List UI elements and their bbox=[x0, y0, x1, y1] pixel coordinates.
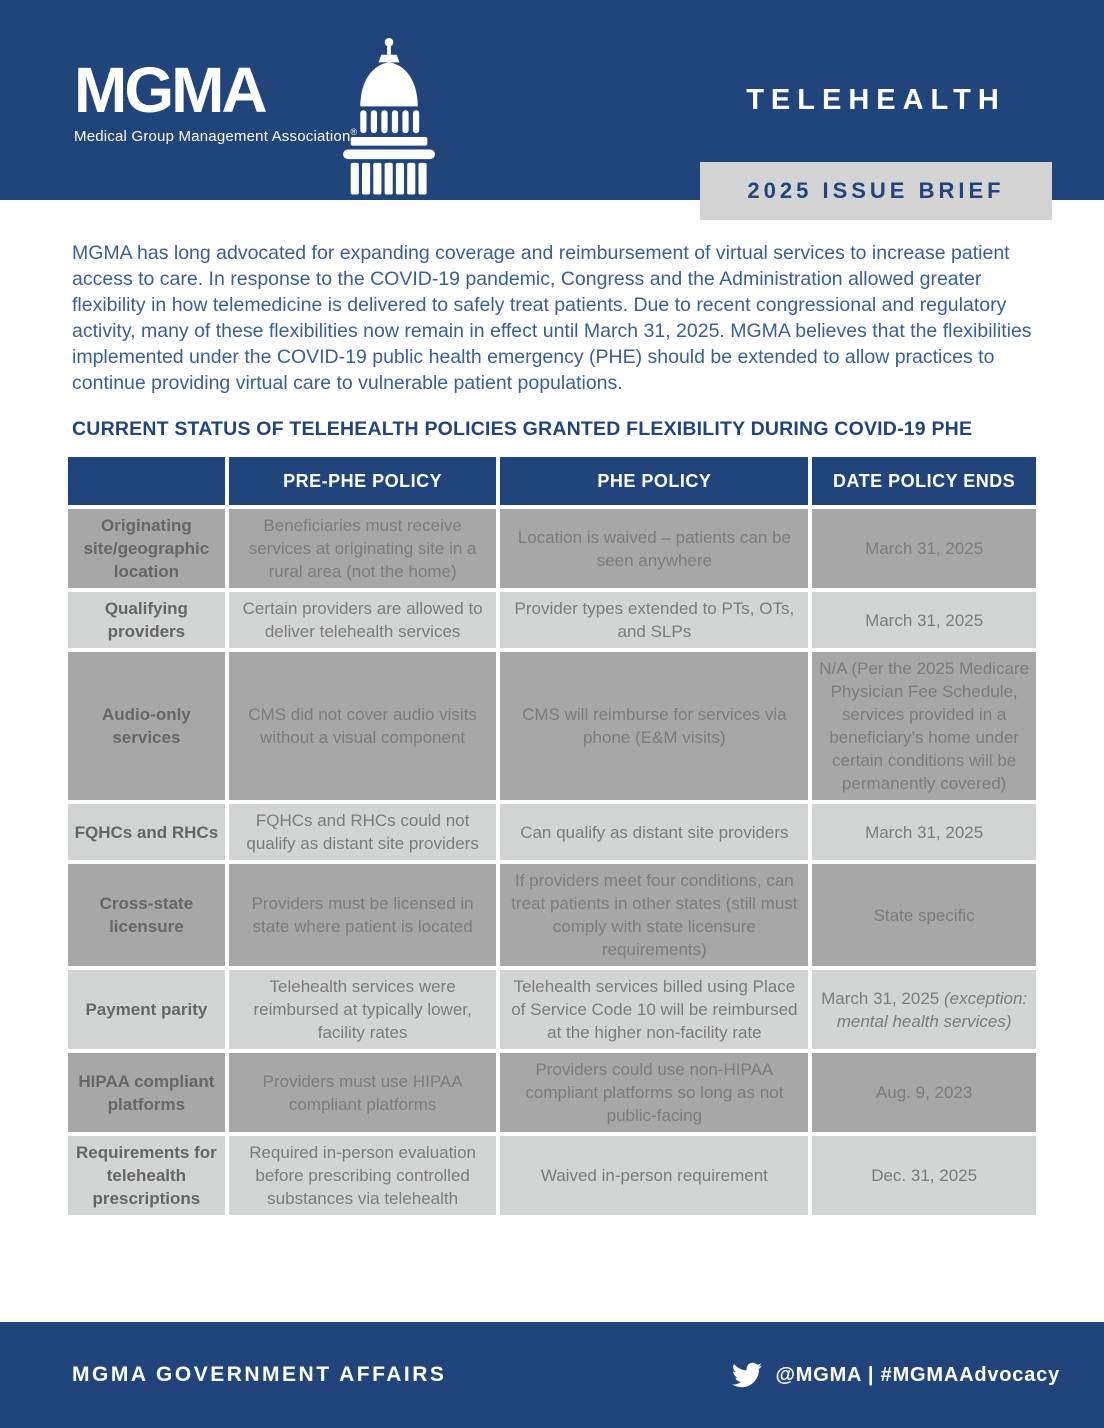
footer-social-handles: @MGMA | #MGMAAdvocacy bbox=[775, 1363, 1060, 1386]
date-policy-ends-cell: March 31, 2025 bbox=[812, 509, 1036, 588]
masthead bbox=[0, 0, 1104, 203]
row-label: FQHCs and RHCs bbox=[68, 804, 225, 860]
table-row bbox=[68, 1136, 1036, 1215]
phe-policy-cell: Providers could use non-HIPAA compliant platforms so long as not public-facing bbox=[500, 1053, 808, 1132]
intro-paragraph: MGMA has long advocated for expanding coverage and reimbursement of virtual services to increase patient access to care. In response to the COVID-19 pandemic, Congress and the Administration allowed greater flexibility in how telemedicine is delivered to safely treat patients. Due to recent congressional and regulatory activity, many of these flexibilities now remain in effect until March 31, 2025. MGMA believes that the flexibilities implemented under the COVID-19 public health emergency (PHE) should be extended to allow practices to continue providing virtual care to vulnerable patient populations. bbox=[72, 242, 1032, 394]
row-label: Audio-only services bbox=[68, 652, 225, 800]
issue-brief-badge: 2025 ISSUE BRIEF bbox=[700, 162, 1052, 220]
row-label: Requirements for telehealth prescriptions bbox=[68, 1136, 225, 1215]
pre-phe-policy-cell: Certain providers are allowed to deliver telehealth services bbox=[229, 592, 497, 648]
phe-policy-cell: Telehealth services billed using Place of Service Code 10 will be reimbursed at the higher non-facility rate bbox=[500, 970, 808, 1049]
row-label: Originating site/geographic location bbox=[68, 509, 225, 588]
policy-table-body bbox=[68, 509, 1036, 1215]
registered-mark: ® bbox=[350, 127, 358, 137]
date-policy-ends-cell: N/A (Per the 2025 Medicare Physician Fee Schedule, services provided in a beneficiary’s home under certain conditions will be permanently covered) bbox=[812, 652, 1036, 800]
pre-phe-policy-cell: FQHCs and RHCs could not qualify as distant site providers bbox=[229, 804, 497, 860]
pre-phe-policy-cell: Telehealth services were reimbursed at typically lower, facility rates bbox=[229, 970, 497, 1049]
table-row bbox=[68, 652, 1036, 800]
table-row bbox=[68, 509, 1036, 588]
table-row bbox=[68, 592, 1036, 648]
pre-phe-policy-cell: Providers must be licensed in state where patient is located bbox=[229, 864, 497, 966]
policy-status-table bbox=[64, 453, 1040, 1219]
mgma-logo-tagline: Medical Group Management Association® bbox=[74, 127, 358, 145]
pre-phe-policy-cell: Providers must use HIPAA compliant platforms bbox=[229, 1053, 497, 1132]
date-policy-ends-note: (exception: mental health services) bbox=[836, 988, 1028, 1031]
twitter-icon bbox=[732, 1360, 762, 1390]
capitol-icon bbox=[322, 34, 456, 198]
date-policy-ends-cell: March 31, 2025 bbox=[812, 804, 1036, 860]
pre-phe-policy-cell: CMS did not cover audio visits without a visual component bbox=[229, 652, 497, 800]
pre-phe-policy-cell: Required in-person evaluation before prescribing controlled substances via telehealth bbox=[229, 1136, 497, 1215]
footer-social bbox=[732, 1360, 1060, 1390]
date-policy-ends-cell: March 31, 2025 bbox=[812, 592, 1036, 648]
table-header-row bbox=[68, 457, 1036, 505]
column-header-blank bbox=[68, 457, 225, 505]
phe-policy-cell: Provider types extended to PTs, OTs, and SLPs bbox=[500, 592, 808, 648]
date-policy-ends-cell: Aug. 9, 2023 bbox=[812, 1053, 1036, 1132]
row-label: Cross-state licensure bbox=[68, 864, 225, 966]
table-title: CURRENT STATUS OF TELEHEALTH POLICIES GRANTED FLEXIBILITY DURING COVID-19 PHE bbox=[72, 418, 973, 440]
column-header-phe: PHE POLICY bbox=[500, 457, 808, 505]
row-label: HIPAA compliant platforms bbox=[68, 1053, 225, 1132]
phe-policy-cell: Location is waived – patients can be seen anywhere bbox=[500, 509, 808, 588]
mgma-logo bbox=[74, 54, 358, 145]
column-header-pre-phe: PRE-PHE POLICY bbox=[229, 457, 497, 505]
table-row bbox=[68, 970, 1036, 1049]
footer-org-label: MGMA GOVERNMENT AFFAIRS bbox=[72, 1363, 447, 1386]
phe-policy-cell: Waived in-person requirement bbox=[500, 1136, 808, 1215]
footer bbox=[0, 1322, 1104, 1428]
column-header-ends: DATE POLICY ENDS bbox=[812, 457, 1036, 505]
pre-phe-policy-cell: Beneficiaries must receive services at originating site in a rural area (not the home) bbox=[229, 509, 497, 588]
row-label: Qualifying providers bbox=[68, 592, 225, 648]
table-row bbox=[68, 864, 1036, 966]
mgma-logo-wordmark: MGMA bbox=[74, 54, 265, 126]
row-label: Payment parity bbox=[68, 970, 225, 1049]
date-policy-ends-cell: Dec. 31, 2025 bbox=[812, 1136, 1036, 1215]
table-row bbox=[68, 1053, 1036, 1132]
date-policy-ends-cell: State specific bbox=[812, 864, 1036, 966]
phe-policy-cell: If providers meet four conditions, can treat patients in other states (still must comply with state licensure requirements) bbox=[500, 864, 808, 966]
brief-title: TELEHEALTH bbox=[746, 84, 1006, 116]
phe-policy-cell: CMS will reimburse for services via phone (E&M visits) bbox=[500, 652, 808, 800]
phe-policy-cell: Can qualify as distant site providers bbox=[500, 804, 808, 860]
date-policy-ends-cell: March 31, 2025 (exception: mental health services) bbox=[812, 970, 1036, 1049]
table-row bbox=[68, 804, 1036, 860]
